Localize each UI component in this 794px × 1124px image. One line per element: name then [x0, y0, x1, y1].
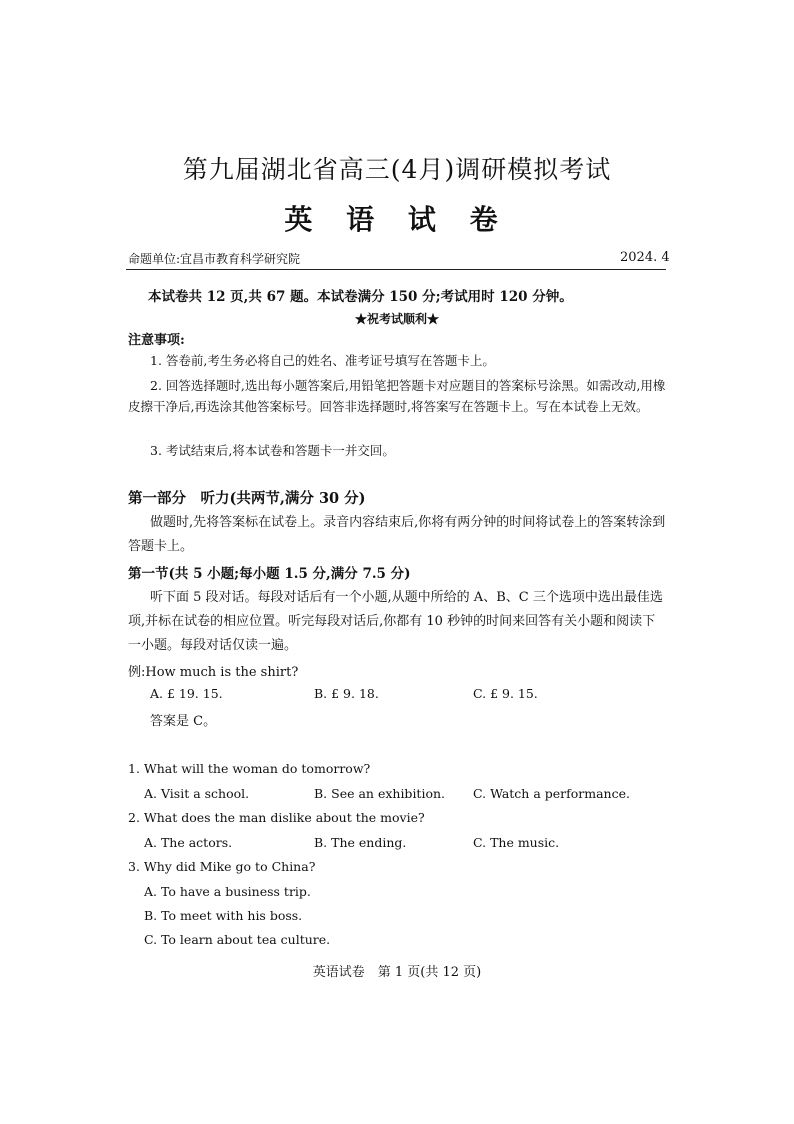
question-2-option-c: C. The music. — [473, 835, 560, 850]
exam-date: 2024. 4 — [620, 250, 670, 265]
example-option-a: A. £ 19. 15. — [150, 686, 223, 701]
header-divider — [126, 269, 666, 270]
question-1-option-c: C. Watch a performance. — [473, 786, 630, 801]
example-option-b: B. £ 9. 18. — [314, 686, 379, 701]
example-answer: 答案是 C。 — [150, 714, 217, 729]
part1-title: 第一部分 听力(共两节,满分 30 分) — [128, 490, 366, 507]
page-footer: 英语试卷 第 1 页(共 12 页) — [312, 965, 482, 980]
question-3-option-b: B. To meet with his boss. — [144, 908, 303, 923]
subject-title: 英 语 试 卷 — [284, 203, 510, 236]
exam-title: 第九届湖北省高三(4月)调研模拟考试 — [182, 155, 612, 184]
note-item: 1. 答卷前,考生务必将自己的姓名、准考证号填写在答题卡上。 — [150, 353, 495, 368]
note-item: 3. 考试结束后,将本试卷和答题卡一并交回。 — [150, 443, 395, 458]
exam-info: 本试卷共 12 页,共 67 题。本试卷满分 150 分;考试用时 120 分钟。 — [148, 289, 573, 305]
organizer-line: 命题单位:宜昌市教育科学研究院 — [128, 252, 301, 266]
question-1-option-b: B. See an exhibition. — [314, 786, 446, 801]
question-2: 2. What does the man dislike about the movie? — [128, 810, 425, 825]
question-1-option-a: A. Visit a school. — [144, 786, 250, 801]
section1-title: 第一节(共 5 小题;每小题 1.5 分,满分 7.5 分) — [128, 566, 411, 582]
section1-intro: 听下面 5 段对话。每段对话后有一个小题,从题中所给的 A、B、C 三个选项中选出最佳选项,并标在试卷的相应位置。听完每段对话后,你都有 10 秒钟的时间来回答有关小题和阅读下一小题。每段对话仅读一遍。 — [128, 590, 663, 653]
notes-title: 注意事项: — [128, 333, 185, 348]
example-option-c: C. £ 9. 15. — [473, 686, 538, 701]
question-2-option-b: B. The ending. — [314, 835, 407, 850]
example-question: 例:How much is the shirt? — [128, 665, 299, 680]
question-3-option-c: C. To learn about tea culture. — [144, 932, 331, 947]
question-3-option-a: A. To have a business trip. — [144, 884, 311, 899]
good-luck-banner: ★祝考试顺利★ — [354, 312, 439, 326]
question-3: 3. Why did Mike go to China? — [128, 859, 316, 874]
question-1: 1. What will the woman do tomorrow? — [128, 761, 371, 776]
note-item: 2. 回答选择题时,选出每小题答案后,用铅笔把答题卡对应题目的答案标号涂黑。如需改动,用橡皮擦干净后,再选涂其他答案标号。回答非选择题时,将答案写在答题卡上。写在本试卷上无效。 — [128, 378, 666, 414]
part1-intro: 做题时,先将答案标在试卷上。录音内容结束后,你将有两分钟的时间将试卷上的答案转涂到答题卡上。 — [128, 515, 666, 554]
question-2-option-a: A. The actors. — [144, 835, 233, 850]
